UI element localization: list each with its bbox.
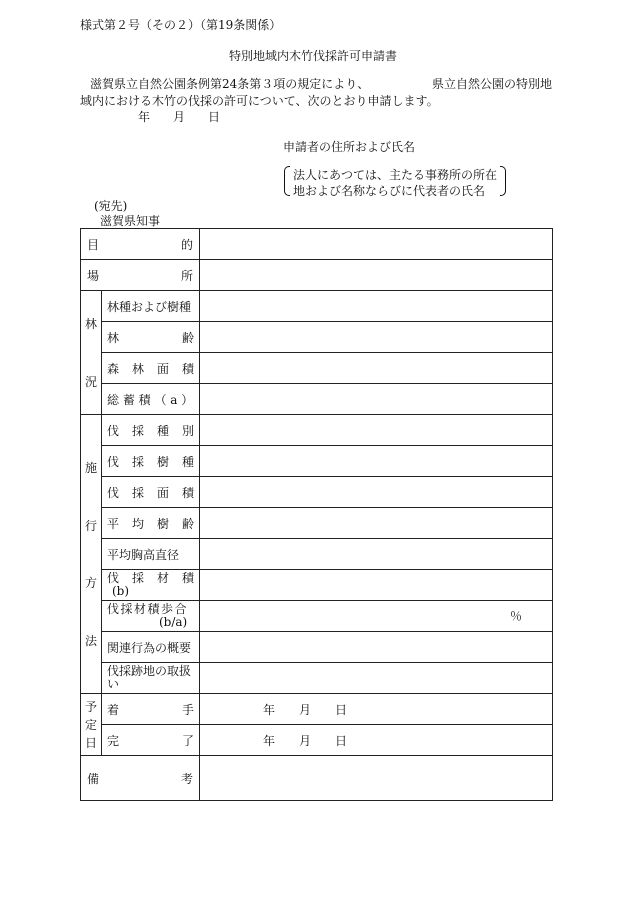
start-date-field[interactable]: [200, 694, 553, 725]
cutting-volume-label: 伐 採 材 積: [107, 571, 194, 585]
remarks-label: 備 考: [87, 771, 193, 786]
form-number: 様式第２号（その２）（第19条関係）: [80, 18, 282, 32]
avg-diameter-label: 平均胸高直径: [102, 539, 200, 570]
percent-unit: ％: [509, 609, 522, 623]
cutting-area-label: 伐 採 面 積: [107, 485, 194, 500]
cutting-volume-sub: (b): [112, 584, 130, 598]
remarks-field[interactable]: [200, 756, 553, 801]
volume-ratio-sub: (b/a): [159, 615, 188, 629]
purpose-field[interactable]: [200, 229, 553, 260]
forest-condition-label: 林 況: [81, 291, 102, 415]
cutting-type-label: 伐 採 種 別: [107, 423, 194, 438]
place-label: 場 所: [87, 268, 193, 283]
table-row-forest-area: [81, 353, 553, 384]
date-day: 日: [208, 110, 221, 124]
cutting-type-field[interactable]: [200, 415, 553, 446]
corporate-note: [284, 166, 506, 196]
site-handling-label: 伐採跡地の取扱い: [102, 663, 200, 694]
table-row-start: [81, 694, 553, 725]
table-row-cutting-area: [81, 477, 553, 508]
finish-month: 月: [299, 734, 312, 748]
cutting-area-field[interactable]: [200, 477, 553, 508]
average-age-label: 平 均 樹 齢: [107, 516, 194, 531]
forest-age-label: 林 齢: [107, 330, 194, 345]
start-month: 月: [299, 703, 312, 717]
start-day: 日: [335, 703, 348, 717]
table-row-volume-ratio: [81, 601, 553, 632]
method-label: 施 行 方 法: [81, 415, 102, 694]
table-row-remarks: [81, 756, 553, 801]
start-year: 年: [263, 703, 276, 717]
forest-age-field[interactable]: [200, 322, 553, 353]
table-row-forest-type: [81, 291, 553, 322]
related-acts-label: 関連行為の概要: [102, 632, 200, 663]
table-row-total-volume: [81, 384, 553, 415]
finish-date-field[interactable]: [200, 725, 553, 756]
table-row-related-acts: [81, 632, 553, 663]
total-volume-field[interactable]: [200, 384, 553, 415]
date-year: 年: [138, 110, 151, 124]
place-field[interactable]: [200, 260, 553, 291]
volume-ratio-label: 伐採材積歩合: [107, 602, 189, 616]
total-volume-label: 総 蓄 積 （ a ）: [102, 384, 200, 415]
forest-area-label: 森 林 面 積: [107, 361, 194, 376]
intro-line2: 域内における木竹の伐採の許可について、次のとおり申請します。: [80, 94, 439, 108]
table-row-place: [81, 260, 553, 291]
finish-year: 年: [263, 734, 276, 748]
application-table: [80, 228, 553, 801]
finish-day: 日: [335, 734, 348, 748]
table-row-site-handling: [81, 663, 553, 694]
applicant-label: 申請者の住所および氏名: [283, 140, 416, 154]
table-row-average-age: [81, 508, 553, 539]
intro-part2: 県立自然公園の特別地: [432, 77, 553, 91]
related-acts-field[interactable]: [200, 632, 553, 663]
volume-ratio-field[interactable]: [200, 601, 553, 632]
average-age-field[interactable]: [200, 508, 553, 539]
forest-type-field[interactable]: [200, 291, 553, 322]
addressee-governor: 滋賀県知事: [100, 214, 161, 228]
corporate-note-line1: 法人にあつては、主たる事務所の所在: [293, 168, 498, 182]
finish-label: 完 了: [107, 733, 194, 748]
table-row-avg-diameter: [81, 539, 553, 570]
site-handling-field[interactable]: [200, 663, 553, 694]
form-title: 特別地域内木竹伐採許可申請書: [229, 49, 398, 63]
cutting-species-label: 伐 採 樹 種: [107, 454, 194, 469]
avg-diameter-field[interactable]: [200, 539, 553, 570]
cutting-species-field[interactable]: [200, 446, 553, 477]
start-label: 着 手: [107, 702, 194, 717]
table-row-cutting-type: [81, 415, 553, 446]
table-row-cutting-species: [81, 446, 553, 477]
date-month: 月: [173, 110, 186, 124]
forest-type-label: 林種および樹種: [102, 291, 200, 322]
table-row-forest-age: [81, 322, 553, 353]
forest-area-field[interactable]: [200, 353, 553, 384]
cutting-volume-field[interactable]: [200, 570, 553, 601]
addressee-label: (宛先): [94, 199, 128, 213]
intro-part1: 滋賀県立自然公園条例第24条第３項の規定により、: [90, 77, 370, 91]
table-row-purpose: [81, 229, 553, 260]
purpose-label: 目 的: [87, 237, 193, 252]
schedule-label: 予 定 日: [81, 694, 102, 756]
table-row-finish: [81, 725, 553, 756]
table-row-cutting-volume: [81, 570, 553, 601]
corporate-note-line2: 地および名称ならびに代表者の氏名: [293, 184, 486, 198]
